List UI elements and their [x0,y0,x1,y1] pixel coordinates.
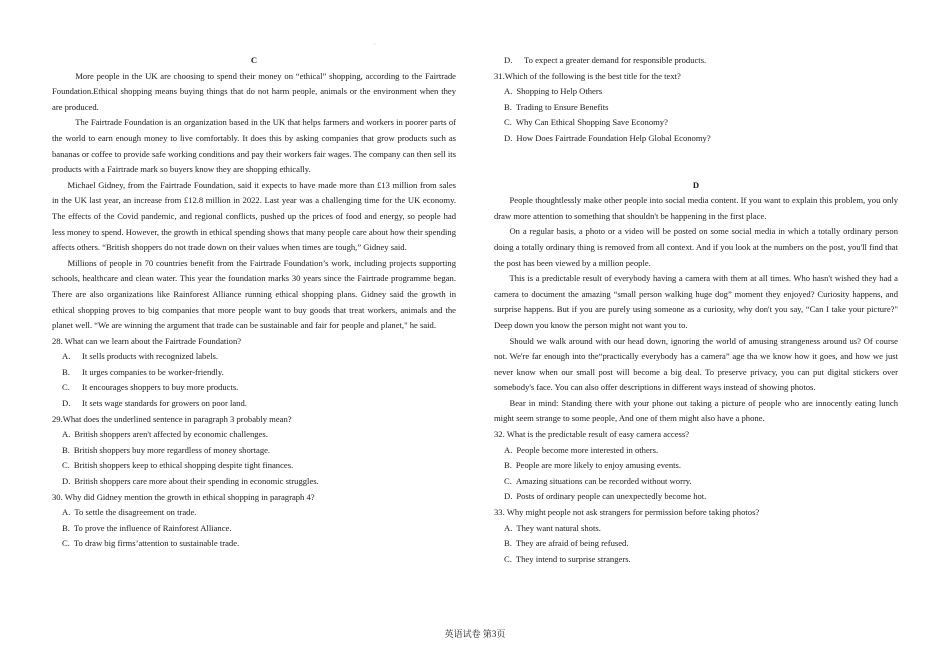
passage-d-paragraph-3: This is a predictable result of everybody having a camera with them at all times. Who hasn't wished they had a camera to document the amazing “small person walking huge dog” moment they enjoyed? Curiosity happens, and surprise happens. But if you are purely using someone as a curiosity, why don't you say, “Can I take your picture?" Deep down you know the person might not want you to. [494,273,898,330]
question-32-option-a[interactable]: A. People become more interested in others. [504,444,659,455]
passage-d-paragraph-2: On a regular basis, a photo or a video will be posted on some social media in which a totally ordinary person doing a totally ordinary thing is removed from all context. And if you look at the numbers on the post, you'll find that the post has been viewed by a million people. [494,226,898,268]
question-30-option-b[interactable]: B. To prove the influence of Rainforest Alliance. [62,522,232,533]
question-31-option-d[interactable]: D. How Does Fairtrade Foundation Help Global Economy? [504,132,711,143]
question-28-option-b[interactable]: B. It urges companies to be worker-friendly. [62,366,224,377]
page-marker: · [374,42,376,48]
question-30-option-a[interactable]: A. To settle the disagreement on trade. [62,507,197,518]
question-31-option-a[interactable]: A. Shopping to Help Others [504,86,603,97]
passage-c-paragraph-1: More people in the UK are choosing to spend their money on “ethical” shopping, according to the Fairtrade Foundation.Ethical shopping means buying things that do not harm people, animals or the environment when they are produced. [52,70,456,112]
question-29-option-b[interactable]: B. British shoppers buy more regardless of money shortage. [62,444,271,455]
page-footer: 英语试卷 第3页 [444,629,506,639]
passage-d-paragraph-5: Bear in mind: Standing there with your phone out taking a picture of people who are innocently eating lunch might seem strange to some people, And one of them might also have a phone. [494,397,898,424]
passage-d-paragraph-1: People thoughtlessly make other people into social media content. If you want to explain this problem, you only draw more attention to something that shouldn't be happening in the first place. [494,195,898,221]
question-33-option-c[interactable]: C. They intend to surprise strangers. [504,553,631,564]
question-32-option-b[interactable]: B. People are more likely to enjoy amusing events. [504,460,682,471]
right-column [494,53,898,567]
question-28-stem: 28. What can we learn about the Fairtrade Foundation? [52,335,242,346]
question-30-option-c[interactable]: C. To draw big firms’attention to sustainable trade. [62,538,240,549]
question-32-stem: 32. What is the predictable result of easy camera access? [494,429,690,440]
question-28-option-c[interactable]: C. It encourages shoppers to buy more products. [62,382,239,393]
question-33-option-a[interactable]: A. They want natural shots. [504,522,601,533]
question-31-stem: 31.Which of the following is the best title for the text? [494,70,681,81]
passage-c-heading: C [250,55,258,65]
question-29-option-d[interactable]: D. British shoppers care more about their spending in economic struggles. [62,476,319,487]
question-31-option-c[interactable]: C. Why Can Ethical Shopping Save Economy? [504,117,668,128]
passage-d-paragraph-4: Should we walk around with our head down, ignoring the world of amusing strangeness around us? Of course not. We're far enough into the“practically everybody has a camera” age tha we know how it goes, and how we just never know when our small post will become a big deal. To preserve privacy, you can put digital stickers over somebody's face. You can also offer descriptions in different ways instead of showing photos. [494,335,898,393]
question-30-stem: 30. Why did Gidney mention the growth in ethical shopping in paragraph 4? [52,491,315,502]
passage-c-paragraph-2: The Fairtrade Foundation is an organization based in the UK that helps farmers and workers in poorer parts of the world to earn enough money to live comfortably. It does this by asking companies that grow products such as bananas or coffee to provide safe working conditions and pay their workers fair wages. The company can then sell its products with a Fairtrade mark so buyers know they are shopping ethically. [52,117,456,175]
question-31-option-b[interactable]: B. Trading to Ensure Benefits [504,101,609,112]
passage-c-paragraph-3: Michael Gidney, from the Fairtrade Foundation, said it expects to have made more than £13 million from sales in the UK last year, an increase from £12.8 million in 2022. Last year was a challenging time for the UK economy. The effects of the Covid pandemic, and regional conflicts, pushed up the prices of food and energy, so people had less money to spend. However, the growth in ethical spending shows that many people care about how their spending affects others. “British shoppers do not trade down on their values when times are tough,” Gidney said. [52,179,456,253]
section-gap [494,147,898,178]
passage-d-heading: D [692,179,700,190]
question-32-option-d[interactable]: D. Posts of ordinary people can unexpectedly become hot. [504,491,707,502]
question-29-option-c[interactable]: C. British shoppers keep to ethical shopping despite tight finances. [62,460,294,471]
question-28-option-a[interactable]: A. It sells products with recognized labels. [62,351,219,362]
passage-c-paragraph-4: Millions of people in 70 countries benefit from the Fairtrade Foundation’s work, including projects supporting schools, healthcare and clean water. This year the foundation marks 30 years since the Fairtrade programme began. There are also organizations like Rainforest Alliance running ethical shopping plans. Gidney said the growth in ethical shopping proves to big companies that more people want to buy goods that treat workers, animals and the planet well. “We are winning the argument that trade can be sustainable and fair for people and planet," he said. [52,257,456,331]
question-32-option-c[interactable]: C. Amazing situations can be recorded without worry. [504,475,692,486]
question-29-stem: 29.What does the underlined sentence in paragraph 3 probably mean? [52,413,292,424]
question-28-option-d[interactable]: D. It sets wage standards for growers on poor land. [62,398,247,409]
question-33-option-b[interactable]: B. They are afraid of being refused. [504,538,629,549]
question-30-option-d[interactable]: D. To expect a greater demand for responsible products. [504,55,707,65]
question-29-option-a[interactable]: A. British shoppers aren't affected by economic challenges. [62,429,268,440]
left-column [52,53,456,552]
question-33-stem: 33. Why might people not ask strangers for permission before taking photos? [494,507,760,518]
